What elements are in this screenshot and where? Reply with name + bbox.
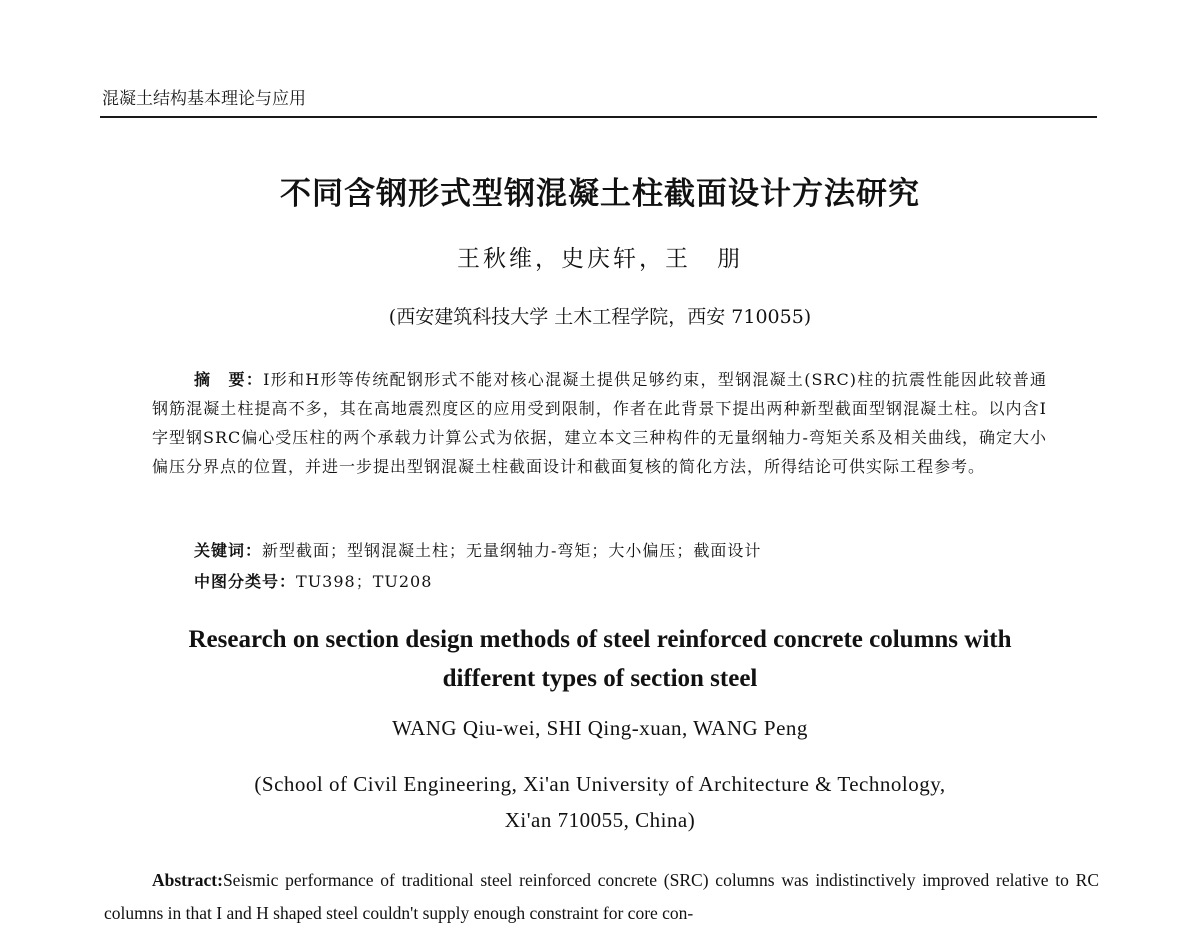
authors-cn: 王秋维，史庆轩，王 朋 [457, 246, 743, 272]
running-head: 混凝土结构基本理论与应用 [102, 89, 306, 109]
affiliation-en [0, 766, 1200, 838]
keywords-cn-text: 新型截面；型钢混凝土柱；无量纲轴力-弯矩；大小偏压；截面设计 [262, 541, 762, 560]
abstract-cn-label: 摘 要： [194, 370, 264, 389]
classification-cn-label: 中图分类号： [194, 572, 297, 591]
classification-cn [194, 569, 432, 592]
paper-title-en-line1: Research on section design methods of steel reinforced concrete columns with [188, 626, 1012, 653]
abstract-cn-text: Ⅰ形和H形等传统配钢形式不能对核心混凝土提供足够约束，型钢混凝土(SRC)柱的抗震性能因此较普通钢筋混凝土柱提高不多，其在高地震烈度区的应用受到限制，作者在此背景下提出两种新型截面型钢混凝土柱。以内含Ⅰ字型钢SRC偏心受压柱的两个承载力计算公式为依据，建立本文三种构件的无量纲轴力-弯矩关系及相关曲线，确定大小偏压分界点的位置，并进一步提出型钢混凝土柱截面设计和截面复核的简化方法，所得结论可供实际工程参考。 [152, 370, 1047, 476]
abstract-en-text: Seismic performance of traditional steel reinforced concrete (SRC) columns was indistinctively improved relative to RC columns in that I and H shaped steel couldn't supply enough constraint for core con- [104, 870, 1099, 923]
authors-en: WANG Qiu-wei, SHI Qing-xuan, WANG Peng [392, 716, 808, 740]
abstract-cn [152, 365, 1047, 481]
header-rule [100, 116, 1097, 118]
affiliation-cn: (西安建筑科技大学 土木工程学院，西安 710055) [388, 306, 812, 328]
abstract-en [104, 864, 1099, 930]
paper-title-cn: 不同含钢形式型钢混凝土柱截面设计方法研究 [280, 176, 920, 212]
keywords-cn [194, 538, 761, 561]
affiliation-en-line1: (School of Civil Engineering, Xi'an University of Architecture & Technology, [254, 772, 946, 796]
abstract-en-label: Abstract: [152, 870, 223, 890]
paper-title-en [0, 620, 1200, 698]
affiliation-en-line2: Xi'an 710055, China) [504, 808, 696, 832]
keywords-cn-label: 关键词： [194, 541, 263, 560]
paper-title-en-line2: different types of section steel [442, 665, 758, 692]
classification-cn-text: TU398；TU208 [296, 572, 433, 591]
